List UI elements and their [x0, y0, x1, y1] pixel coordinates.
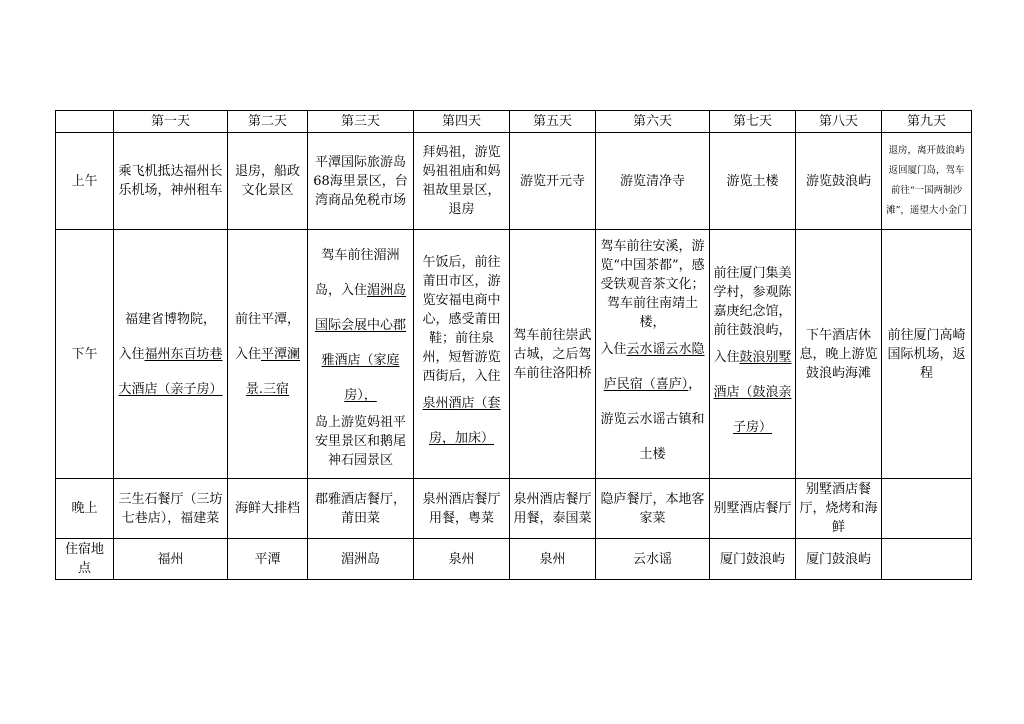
hotel-name: 福州东百坊巷大酒店（亲子房）	[118, 346, 223, 397]
morning-cell: 游览清净寺	[596, 133, 710, 230]
evening-cell: 别墅酒店餐厅	[710, 479, 796, 539]
morning-row	[56, 133, 972, 230]
morning-cell: 退房，船政文化景区	[228, 133, 308, 230]
day-header: 第二天	[228, 111, 308, 133]
afternoon-cell	[414, 230, 510, 479]
day-header: 第六天	[596, 111, 710, 133]
day-header: 第四天	[414, 111, 510, 133]
morning-cell: 游览开元寺	[510, 133, 596, 230]
row-label: 住宿地点	[56, 539, 114, 580]
day-header: 第八天	[796, 111, 882, 133]
afternoon-cell	[710, 230, 796, 479]
lodging-cell: 厦门鼓浪屿	[710, 539, 796, 580]
lodging-cell: 泉州	[510, 539, 596, 580]
lodging-row	[56, 539, 972, 580]
lodging-cell: 福州	[114, 539, 228, 580]
cell-text: 福建省博物院，	[124, 311, 216, 327]
day-header: 第九天	[882, 111, 972, 133]
cell-text: 入住	[118, 346, 145, 362]
afternoon-cell	[308, 230, 414, 479]
itinerary-table	[55, 110, 972, 580]
evening-cell: 隐庐餐厅，本地客家菜	[596, 479, 710, 539]
cell-text: 岛上游览妈祖平安里景区和鹅尾神石园景区	[314, 415, 406, 468]
evening-row	[56, 479, 972, 539]
afternoon-row	[56, 230, 972, 479]
day-header: 第五天	[510, 111, 596, 133]
row-label: 晚上	[56, 479, 114, 539]
evening-cell: 别墅酒店餐厅，烧烤和海鲜	[796, 479, 882, 539]
morning-cell: 退房，离开鼓浪屿返回厦门岛，驾车前往“一国两制沙滩”，遥望大小金门	[882, 133, 972, 230]
afternoon-cell: 下午酒店休息，晚上游览鼓浪屿海滩	[796, 230, 882, 479]
cell-text: 驾车前往安溪，游览“中国茶都”，感受铁观音茶文化；驾车前往南靖土楼，	[600, 238, 705, 330]
evening-cell: 泉州酒店餐厅用餐，泰国菜	[510, 479, 596, 539]
cell-text: ，游览云水谣古镇和土楼	[600, 376, 705, 462]
hotel-name: 鼓浪别墅酒店（鼓浪亲子房）	[713, 349, 792, 435]
afternoon-cell	[114, 230, 228, 479]
evening-cell: 海鲜大排档	[228, 479, 308, 539]
lodging-cell	[882, 539, 972, 580]
cell-text: 入住	[600, 341, 627, 357]
cell-text: 午饭后，前往莆田市区，游览安福电商中心，感受莆田鞋；前往泉州，短暂游览西街后，入住	[422, 254, 501, 384]
day-header: 第七天	[710, 111, 796, 133]
evening-cell: 三生石餐厅（三坊七巷店），福建菜	[114, 479, 228, 539]
cell-text: 前往平潭，入住	[234, 311, 300, 362]
afternoon-cell: 驾车前往崇武古城，之后驾车前往洛阳桥	[510, 230, 596, 479]
cell-text: 前往厦门集美学村，参观陈嘉庚纪念馆，前往鼓浪屿，入住	[713, 265, 792, 365]
afternoon-cell: 前往厦门高崎国际机场，返程	[882, 230, 972, 479]
hotel-name: 湄洲岛国际会展中心郡雅酒店（家庭房），	[314, 283, 407, 403]
corner-cell	[56, 111, 114, 133]
evening-cell: 泉州酒店餐厅用餐，粤菜	[414, 479, 510, 539]
cell-text: 驾车前往湄洲岛，入住	[314, 248, 400, 298]
lodging-cell: 云水谣	[596, 539, 710, 580]
row-label: 上午	[56, 133, 114, 230]
lodging-cell: 湄洲岛	[308, 539, 414, 580]
header-row	[56, 111, 972, 133]
hotel-name: 云水谣云水隐庐民宿（喜庐）	[603, 341, 705, 392]
hotel-name: 泉州酒店（套房，加床）	[422, 395, 501, 446]
morning-cell: 平潭国际旅游岛68海里景区，台湾商品免税市场	[308, 133, 414, 230]
row-label: 下午	[56, 230, 114, 479]
lodging-cell: 平潭	[228, 539, 308, 580]
evening-cell	[882, 479, 972, 539]
afternoon-cell	[596, 230, 710, 479]
evening-cell: 郡雅酒店餐厅，莆田菜	[308, 479, 414, 539]
cell-block	[311, 238, 410, 413]
cell-block	[599, 332, 706, 472]
afternoon-cell	[228, 230, 308, 479]
lodging-cell: 泉州	[414, 539, 510, 580]
day-header: 第三天	[308, 111, 414, 133]
morning-cell: 拜妈祖，游览妈祖祖庙和妈祖故里景区，退房	[414, 133, 510, 230]
day-header: 第一天	[114, 111, 228, 133]
morning-cell: 游览土楼	[710, 133, 796, 230]
hotel-name: 平潭澜景.三宿	[245, 346, 301, 397]
morning-cell: 乘飞机抵达福州长乐机场，神州租车	[114, 133, 228, 230]
lodging-cell: 厦门鼓浪屿	[796, 539, 882, 580]
morning-cell: 游览鼓浪屿	[796, 133, 882, 230]
